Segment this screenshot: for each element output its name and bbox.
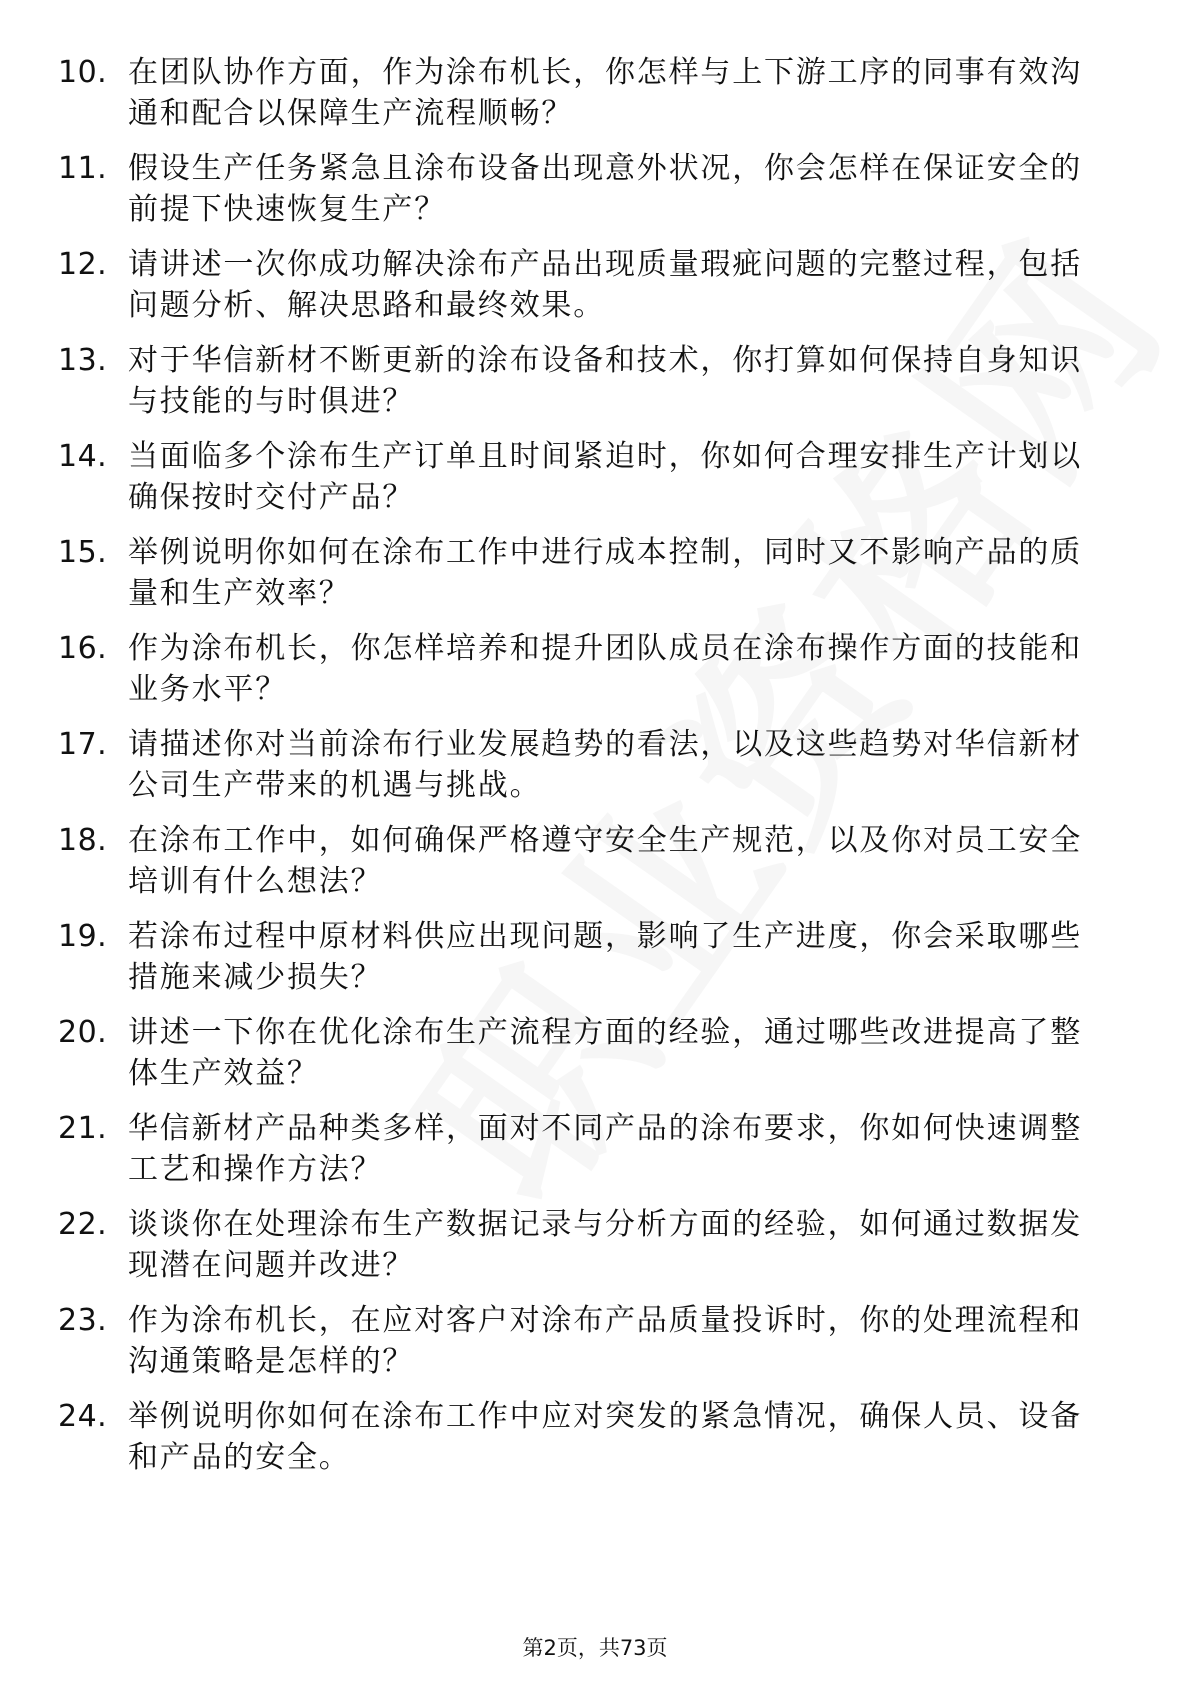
question-number: 13. xyxy=(58,343,108,378)
question-text: 举例说明你如何在涂布工作中进行成本控制，同时又不影响产品的质量和生产效率？ xyxy=(128,535,1082,611)
page-number-footer: 第2页，共73页 xyxy=(522,1636,668,1660)
question-text: 谈谈你在处理涂布生产数据记录与分析方面的经验，如何通过数据发现潜在问题并改进？ xyxy=(128,1207,1082,1283)
question-item xyxy=(0,1108,1190,1208)
question-text: 请讲述一次你成功解决涂布产品出现质量瑕疵问题的完整过程，包括问题分析、解决思路和最终效果。 xyxy=(128,247,1082,323)
question-number: 20. xyxy=(58,1015,108,1050)
question-text: 请描述你对当前涂布行业发展趋势的看法，以及这些趋势对华信新材公司生产带来的机遇与挑战。 xyxy=(128,727,1082,803)
question-item xyxy=(0,532,1190,632)
question-item xyxy=(0,1012,1190,1112)
question-number: 18. xyxy=(58,823,108,858)
question-text: 举例说明你如何在涂布工作中应对突发的紧急情况，确保人员、设备和产品的安全。 xyxy=(128,1399,1082,1475)
question-item xyxy=(0,340,1190,440)
question-text: 作为涂布机长，在应对客户对涂布产品质量投诉时，你的处理流程和沟通策略是怎样的？ xyxy=(128,1303,1082,1379)
question-item xyxy=(0,148,1190,248)
question-text: 假设生产任务紧急且涂布设备出现意外状况，你会怎样在保证安全的前提下快速恢复生产？ xyxy=(128,151,1082,227)
question-item xyxy=(0,1300,1190,1400)
question-item xyxy=(0,628,1190,728)
question-number: 12. xyxy=(58,247,108,282)
question-item xyxy=(0,820,1190,920)
question-number: 15. xyxy=(58,535,108,570)
question-text: 华信新材产品种类多样，面对不同产品的涂布要求，你如何快速调整工艺和操作方法？ xyxy=(128,1111,1082,1187)
question-number: 10. xyxy=(58,55,108,90)
question-item xyxy=(0,244,1190,344)
question-text: 当面临多个涂布生产订单且时间紧迫时，你如何合理安排生产计划以确保按时交付产品？ xyxy=(128,439,1082,515)
question-item xyxy=(0,916,1190,1016)
question-number: 17. xyxy=(58,727,108,762)
question-number: 23. xyxy=(58,1303,108,1338)
question-number: 19. xyxy=(58,919,108,954)
question-number: 22. xyxy=(58,1207,108,1242)
question-item xyxy=(0,436,1190,536)
question-item xyxy=(0,1396,1190,1496)
question-text: 讲述一下你在优化涂布生产流程方面的经验，通过哪些改进提高了整体生产效益？ xyxy=(128,1015,1082,1091)
question-text: 若涂布过程中原材料供应出现问题，影响了生产进度，你会采取哪些措施来减少损失？ xyxy=(128,919,1082,995)
question-number: 21. xyxy=(58,1111,108,1146)
question-item xyxy=(0,52,1190,152)
question-text: 在涂布工作中，如何确保严格遵守安全生产规范，以及你对员工安全培训有什么想法？ xyxy=(128,823,1082,899)
question-number: 11. xyxy=(58,151,108,186)
question-number: 16. xyxy=(58,631,108,666)
question-number: 24. xyxy=(58,1399,108,1434)
question-text: 对于华信新材不断更新的涂布设备和技术，你打算如何保持自身知识与技能的与时俱进？ xyxy=(128,343,1082,419)
question-item xyxy=(0,1204,1190,1304)
question-text: 作为涂布机长，你怎样培养和提升团队成员在涂布操作方面的技能和业务水平？ xyxy=(128,631,1082,707)
question-number: 14. xyxy=(58,439,108,474)
question-item xyxy=(0,724,1190,824)
question-text: 在团队协作方面，作为涂布机长，你怎样与上下游工序的同事有效沟通和配合以保障生产流程顺畅？ xyxy=(128,55,1082,131)
